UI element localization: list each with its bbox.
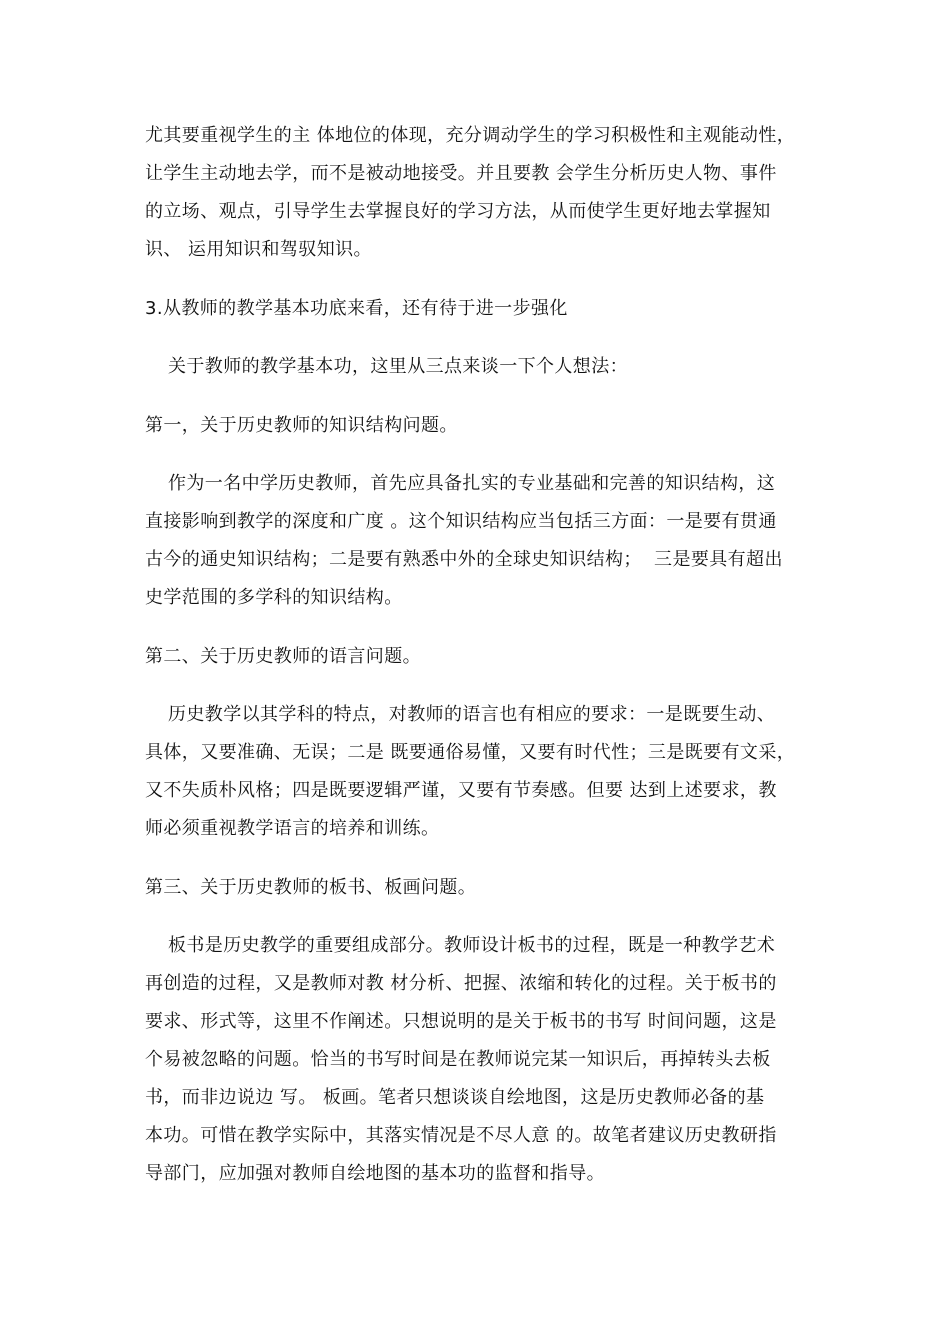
paragraph-line: 具体，又要准确、无误；二是 既要通俗易懂，又要有时代性；三是既要有文采，	[145, 742, 796, 763]
paragraph-line: 让学生主动地去学，而不是被动地接受。并且要教 会学生分析历史人物、事件	[145, 163, 777, 184]
paragraph-line: 板书是历史教学的重要组成部分。教师设计板书的过程，既是一种教学艺术	[168, 935, 776, 956]
paragraph-line: 要求、形式等，这里不作阐述。只想说明的是关于板书的书写 时间问题，这是	[145, 1011, 777, 1032]
paragraph-line: 关于教师的教学基本功，这里从三点来谈一下个人想法：	[168, 356, 628, 377]
paragraph-line: 尤其要重视学生的主 体地位的体现，充分调动学生的学习积极性和主观能动性，	[145, 125, 796, 146]
section-heading: 3.从教师的教学基本功底来看，还有待于进一步强化	[145, 298, 568, 319]
paragraph-line: 历史教学以其学科的特点，对教师的语言也有相应的要求：一是既要生动、	[168, 704, 776, 725]
subheading: 第二、关于历史教师的语言问题。	[145, 646, 421, 667]
paragraph-line: 个易被忽略的问题。恰当的书写时间是在教师说完某一知识后，再掉转头去板	[145, 1049, 771, 1070]
paragraph-line: 史学范围的多学科的知识结构。	[145, 587, 403, 608]
paragraph-line: 再创造的过程，又是教师对教 材分析、把握、浓缩和转化的过程。关于板书的	[145, 973, 777, 994]
paragraph-line: 本功。可惜在教学实际中，其落实情况是不尽人意 的。故笔者建议历史教研指	[145, 1125, 777, 1146]
paragraph-line: 的立场、观点，引导学生去掌握良好的学习方法，从而使学生更好地去掌握知	[145, 201, 771, 222]
paragraph-line: 书，而非边说边 写。 板画。笔者只想谈谈自绘地图，这是历史教师必备的基	[145, 1087, 765, 1108]
paragraph-line: 又不失质朴风格；四是既要逻辑严谨，又要有节奏感。但要 达到上述要求，教	[145, 780, 777, 801]
paragraph-line: 古今的通史知识结构；二是要有熟悉中外的全球史知识结构； 三是要具有超出	[145, 549, 783, 570]
paragraph-line: 师必须重视教学语言的培养和训练。	[145, 818, 440, 839]
paragraph-line: 作为一名中学历史教师，首先应具备扎实的专业基础和完善的知识结构，这	[168, 473, 776, 494]
paragraph-line: 直接影响到教学的深度和广度 。这个知识结构应当包括三方面：一是要有贯通	[145, 511, 777, 532]
subheading: 第一，关于历史教师的知识结构问题。	[145, 415, 458, 436]
paragraph-line: 识、 运用知识和驾驭知识。	[145, 239, 372, 260]
paragraph-line: 导部门，应加强对教师自绘地图的基本功的监督和指导。	[145, 1163, 605, 1184]
subheading: 第三、关于历史教师的板书、板画问题。	[145, 877, 477, 898]
